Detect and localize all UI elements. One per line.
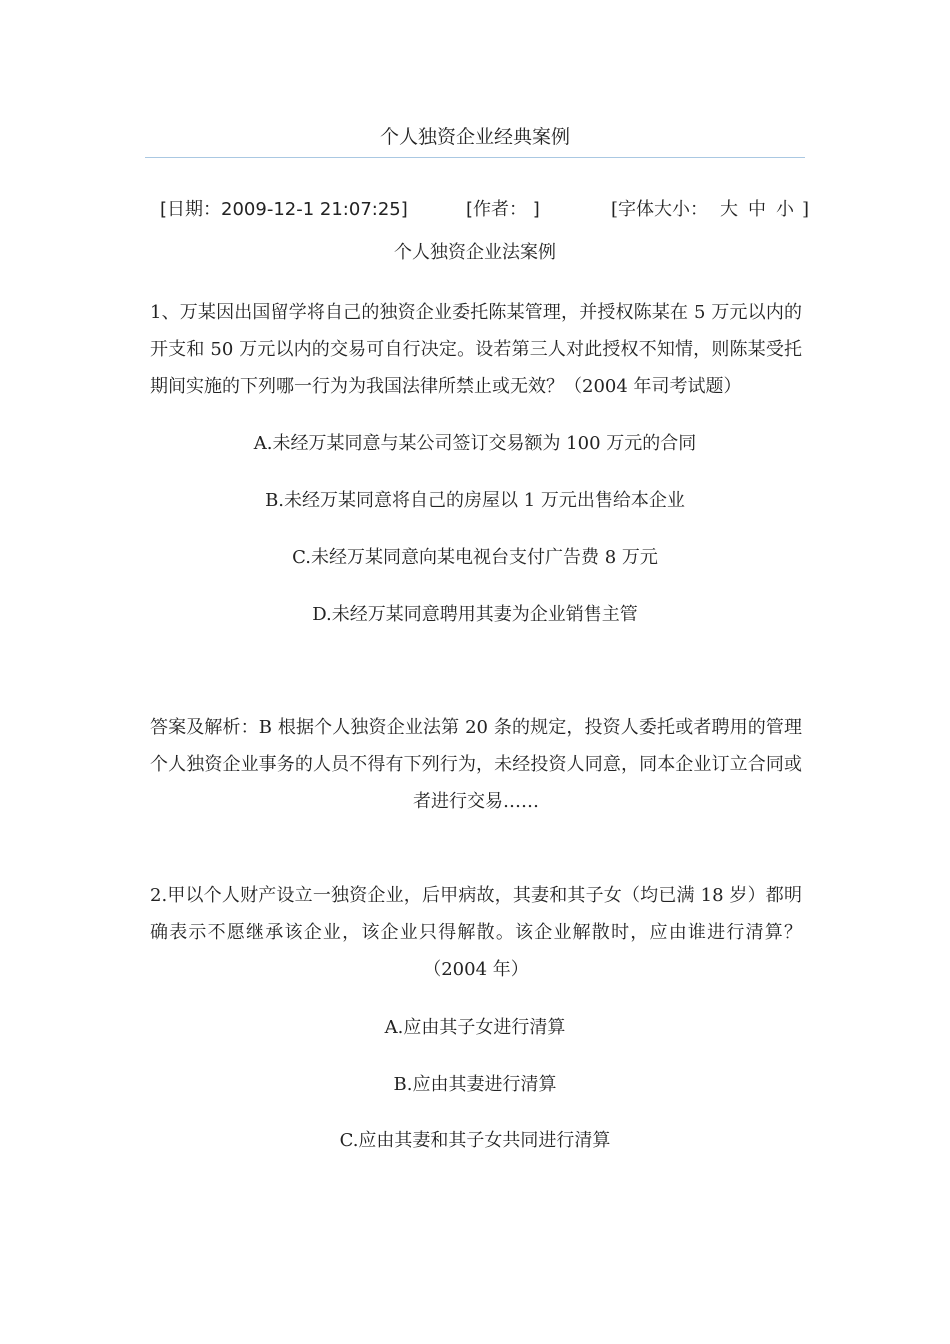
font-size-medium-link[interactable]: 中	[748, 199, 767, 220]
question-2-option-c: C.应由其妻和其子女共同进行清算	[339, 1130, 611, 1151]
document-title: 个人独资企业经典案例	[379, 126, 570, 148]
font-size-selector	[611, 196, 809, 224]
article-date: [日期：2009-12-1 21:07:25]	[160, 199, 408, 220]
font-size-close-bracket: ]	[802, 199, 810, 220]
question-1-option-b: B.未经万某同意将自己的房屋以 1 万元出售给本企业	[265, 490, 685, 511]
question-2-option-a: A.应由其子女进行清算	[384, 1017, 566, 1038]
question-1-text: 1、万某因出国留学将自己的独资企业委托陈某管理，并授权陈某在 5 万元以内的开支和 50 万元以内的交易可自行决定。设若第三人对此授权不知情，则陈某受托期间实施的下列哪一行为为我国法律所禁止或无效？（2004 年司考试题）	[150, 302, 802, 397]
font-size-large-link[interactable]: 大	[720, 199, 739, 220]
font-size-label: [字体大小：	[611, 199, 709, 220]
article-author: [作者： ]	[466, 199, 540, 220]
question-2-text: 2.甲以个人财产设立一独资企业，后甲病故，其妻和其子女（均已满 18 岁）都明确表示不愿继承该企业，该企业只得解散。该企业解散时，应由谁进行清算？（2004 年）	[150, 885, 802, 980]
document-subtitle: 个人独资企业法案例	[394, 242, 556, 263]
question-1-option-c: C.未经万某同意向某电视台支付广告费 8 万元	[292, 547, 658, 568]
title-divider	[145, 157, 805, 158]
question-1-option-d: D.未经万某同意聘用其妻为企业销售主管	[312, 604, 638, 625]
question-1-option-a: A.未经万某同意与某公司签订交易额为 100 万元的合同	[253, 433, 697, 454]
question-1-answer: 答案及解析：B 根据个人独资企业法第 20 条的规定，投资人委托或者聘用的管理个人独资企业事务的人员不得有下列行为，未经投资人同意，同本企业订立合同或者进行交易……	[150, 717, 802, 812]
font-size-small-link[interactable]: 小	[776, 199, 795, 220]
question-2-option-b: B.应由其妻进行清算	[393, 1074, 557, 1095]
